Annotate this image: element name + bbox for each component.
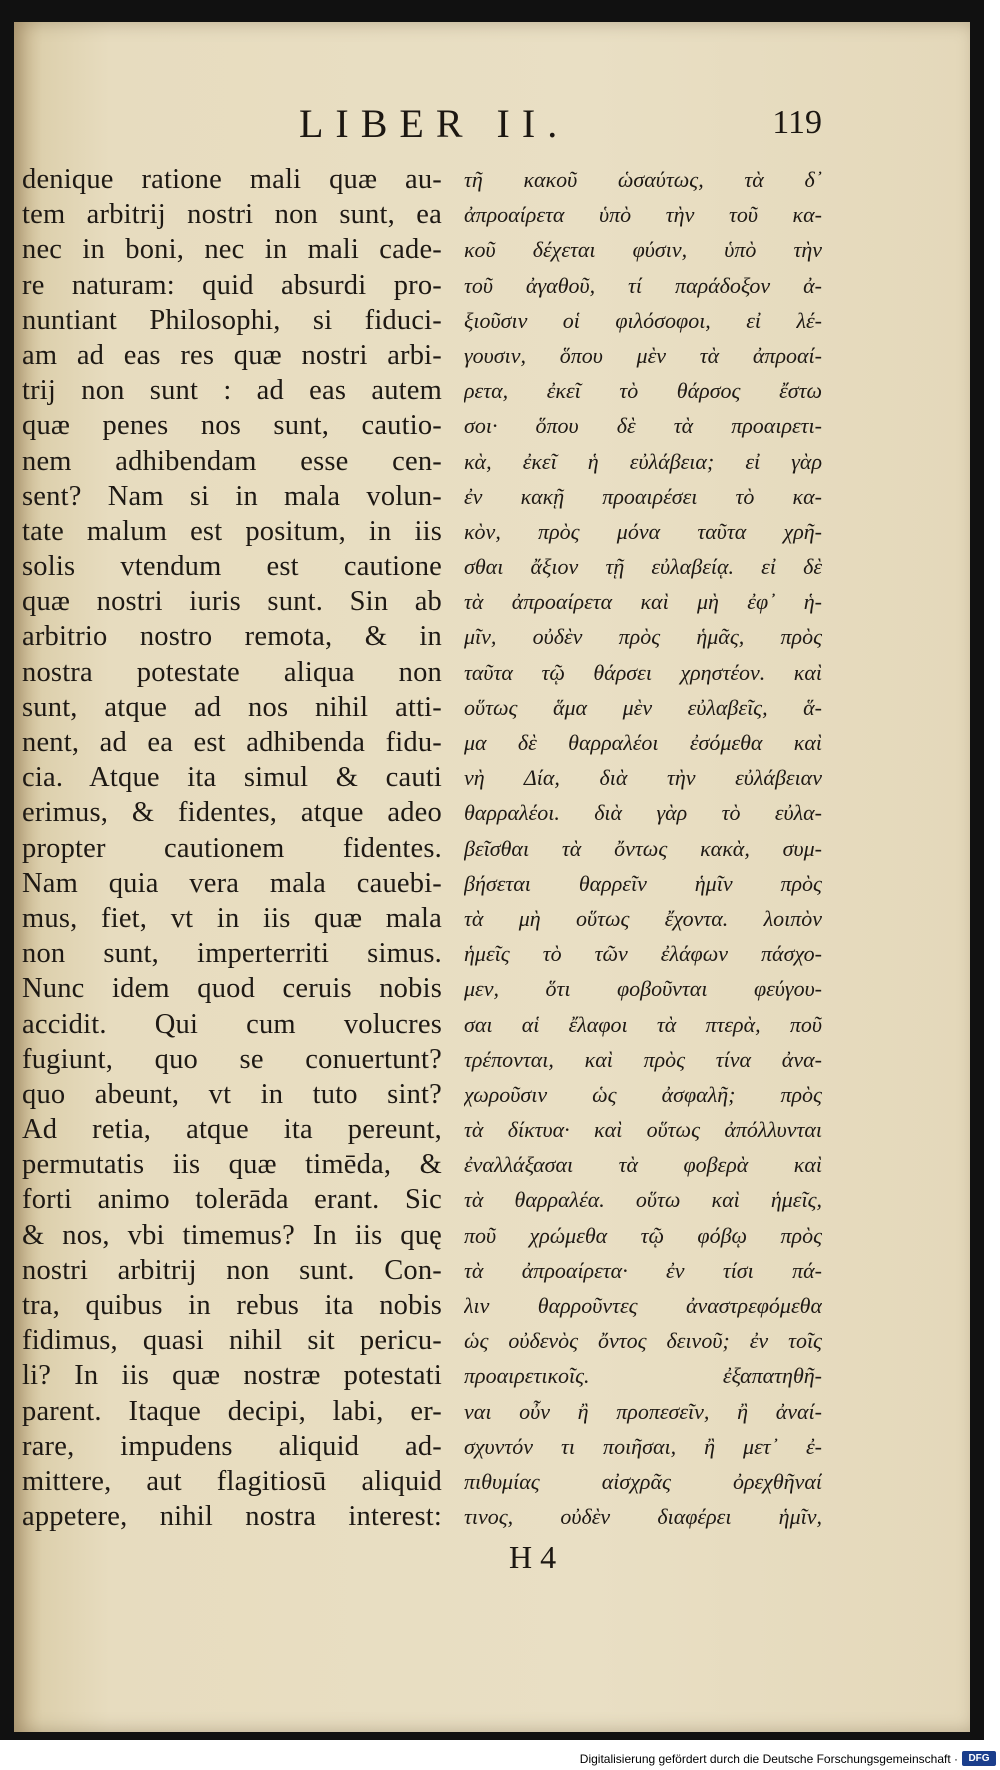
dfg-logo-icon: DFG — [962, 1751, 996, 1766]
greek-text-line: οὕτως ἅμα μὲν εὐλαβεῖς, ἅ- — [464, 694, 822, 720]
latin-text-line: am ad eas res quæ nostri arbi- — [22, 339, 442, 371]
greek-text-line: ταῦτα τῷ θάρσει χρηστέον. καὶ — [464, 659, 822, 685]
latin-text-line: arbitrio nostro remota, & in — [22, 621, 442, 653]
greek-text-line: μῖν, οὐδὲν πρὸς ἡμᾶς, πρὸς — [464, 624, 822, 650]
greek-text-line: θαρραλέοι. διὰ γὰρ τὸ εὐλα- — [464, 800, 822, 826]
latin-text-line: accidit. Qui cum volucres — [22, 1008, 442, 1040]
latin-text-line: permutatis iis quæ timēda, & — [22, 1149, 442, 1181]
greek-text-line: ρετα, ἐκεῖ τὸ θάρσος ἔστω — [464, 378, 822, 404]
latin-text-line: Nam quia vera mala cauebi- — [22, 867, 442, 899]
greek-text-line: ποῦ χρώμεθα τῷ φόβῳ πρὸς — [464, 1222, 822, 1248]
latin-text-line: parent. Itaque decipi, labi, er- — [22, 1395, 442, 1427]
book-page — [14, 22, 970, 1732]
greek-text-line: σθαι ἄξιον τῇ εὐλαβείᾳ. εἰ δὲ — [464, 554, 822, 580]
greek-text-line: ἡμεῖς τὸ τῶν ἐλάφων πάσχο- — [464, 941, 822, 967]
latin-text-line: mittere, aut flagitiosū aliquid — [22, 1465, 442, 1497]
greek-text-line: σαι αἱ ἔλαφοι τὰ πτερὰ, ποῦ — [464, 1011, 822, 1037]
greek-text-line: πιθυμίας αἰσχρᾶς ὀρεχθῆναί — [464, 1468, 822, 1494]
latin-text-line: fidimus, quasi nihil sit pericu- — [22, 1325, 442, 1357]
greek-text-line: κὸν, πρὸς μόνα ταῦτα χρῆ- — [464, 518, 822, 544]
greek-text-line: βήσεται θαρρεῖν ἡμῖν πρὸς — [464, 870, 822, 896]
latin-text-line: cia. Atque ita simul & cauti — [22, 762, 442, 794]
greek-text-line: μεν, ὅτι φοβοῦνται φεύγου- — [464, 976, 822, 1002]
latin-text-line: rare, impudens aliquid ad- — [22, 1430, 442, 1462]
latin-text-line: nostra potestate aliqua non — [22, 656, 442, 688]
latin-text-line: quæ penes nos sunt, cautio- — [22, 410, 442, 442]
greek-text-line: γουσιν, ὅπου μὲν τὰ ἀπροαί- — [464, 342, 822, 368]
footer-banner — [0, 1749, 1000, 1769]
latin-text-line: nem adhibendam esse cen- — [22, 445, 442, 477]
latin-text-line: appetere, nihil nostra interest: — [22, 1501, 442, 1533]
latin-text-line: re naturam: quid absurdi pro- — [22, 269, 442, 301]
greek-text-line: τὰ ἀπροαίρετα καὶ μὴ ἐφ᾽ ἡ- — [464, 589, 822, 615]
latin-text-line: trij non sunt : ad eas autem — [22, 375, 442, 407]
greek-text-line: βεῖσθαι τὰ ὄντως κακὰ, συμ- — [464, 835, 822, 861]
latin-text-line: nec in boni, nec in mali cade- — [22, 234, 442, 266]
greek-text-line: κοῦ δέχεται φύσιν, ὑπὸ τὴν — [464, 237, 822, 263]
greek-text-line: τινος, οὐδὲν διαφέρει ἡμῖν, — [464, 1504, 822, 1530]
latin-text-line: & nos, vbi timemus? In iis quę — [22, 1219, 442, 1251]
greek-text-line: ἐν κακῇ προαιρέσει τὸ κα- — [464, 483, 822, 509]
greek-text-line: ξιοῦσιν οἱ φιλόσοφοι, εἰ λέ- — [464, 307, 822, 333]
greek-text-line: ἀπροαίρετα ὑπὸ τὴν τοῦ κα- — [464, 202, 822, 228]
latin-text-line: tate malum est positum, in iis — [22, 515, 442, 547]
greek-text-line: τοῦ ἀγαθοῦ, τί παράδοξον ἀ- — [464, 272, 822, 298]
funding-notice: Digitalisierung gefördert durch die Deutsche Forschungsgemeinschaft · — [579, 1752, 958, 1766]
latin-text-line: Ad retia, atque ita pereunt, — [22, 1114, 442, 1146]
greek-text-line: κὰ, ἐκεῖ ἡ εὐλάβεια; εἰ γὰρ — [464, 448, 822, 474]
greek-text-line: λιν θαρροῦντες ἀναστρεφόμεθα — [464, 1293, 822, 1318]
signature-mark: H 4 — [509, 1539, 557, 1575]
greek-text-line: ναι οὖν ἢ προπεσεῖν, ἢ ἀναί- — [464, 1398, 822, 1424]
latin-text-line: nent, ad ea est adhibenda fidu- — [22, 727, 442, 758]
greek-text-line: σχυντόν τι ποιῆσαι, ἢ μετ᾽ ἐ- — [464, 1433, 822, 1459]
greek-text-line: ἐναλλάξασαι τὰ φοβερὰ καὶ — [464, 1152, 822, 1178]
latin-text-line: tem arbitrij nostri non sunt, ea — [22, 199, 442, 231]
greek-text-line: προαιρετικοῖς. ἐξαπατηθῆ- — [464, 1363, 822, 1389]
greek-text-line: τὰ θαρραλέα. οὕτω καὶ ἡμεῖς, — [464, 1187, 822, 1213]
greek-text-line: τῆ κακοῦ ὡσαύτως, τὰ δ᾽ — [464, 167, 822, 192]
greek-text-line: τρέπονται, καὶ πρὸς τίνα ἀνα- — [464, 1046, 822, 1072]
latin-text-line: nuntiant Philosophi, si fiduci- — [22, 304, 442, 336]
greek-text-line: τὰ μὴ οὕτως ἔχοντα. λοιπὸν — [464, 905, 822, 931]
latin-text-line: tra, quibus in rebus ita nobis — [22, 1290, 442, 1321]
latin-column — [22, 162, 442, 1534]
latin-text-line: quæ nostri iuris sunt. Sin ab — [22, 586, 442, 618]
latin-text-line: li? In iis quæ nostræ potestati — [22, 1360, 442, 1392]
latin-text-line: fugiunt, quo se conuertunt? — [22, 1043, 442, 1075]
latin-text-line: sunt, atque ad nos nihil atti- — [22, 691, 442, 723]
greek-text-line: τὰ ἀπροαίρετα· ἐν τίσι πά- — [464, 1257, 822, 1283]
running-title: LIBER II. — [299, 101, 570, 146]
latin-text-line: denique ratione mali quæ au- — [22, 164, 442, 195]
running-head — [14, 100, 970, 148]
latin-text-line: erimus, & fidentes, atque adeo — [22, 797, 442, 829]
latin-text-line: sent? Nam si in mala volun- — [22, 480, 442, 512]
greek-text-line: νὴ Δία, διὰ τὴν εὐλάβειαν — [464, 765, 822, 791]
greek-text-line: χωροῦσιν ὡς ἀσφαλῆ; πρὸς — [464, 1081, 822, 1107]
latin-text-line: mus, fiet, vt in iis quæ mala — [22, 902, 442, 934]
greek-text-line: σοι· ὅπου δὲ τὰ προαιρετι- — [464, 413, 822, 439]
greek-text-line: ὡς οὐδενὸς ὄντος δεινοῦ; ἐν τοῖς — [464, 1328, 822, 1354]
greek-text-line: τὰ δίκτυα· καὶ οὕτως ἀπόλλυνται — [464, 1117, 822, 1143]
latin-text-line: nostri arbitrij non sunt. Con- — [22, 1254, 442, 1286]
latin-text-line: solis vtendum est cautione — [22, 551, 442, 583]
page-number: 119 — [772, 104, 822, 141]
latin-text-line: forti animo tolerāda erant. Sic — [22, 1184, 442, 1216]
latin-text-line: Nunc idem quod ceruis nobis — [22, 973, 442, 1005]
latin-text-line: quo abeunt, vt in tuto sint? — [22, 1078, 442, 1110]
latin-text-line: non sunt, imperterriti simus. — [22, 938, 442, 970]
greek-text-line: μα δὲ θαρραλέοι ἐσόμεθα καὶ — [464, 730, 822, 755]
greek-column — [464, 162, 822, 1534]
latin-text-line: propter cautionem fidentes. — [22, 832, 442, 864]
